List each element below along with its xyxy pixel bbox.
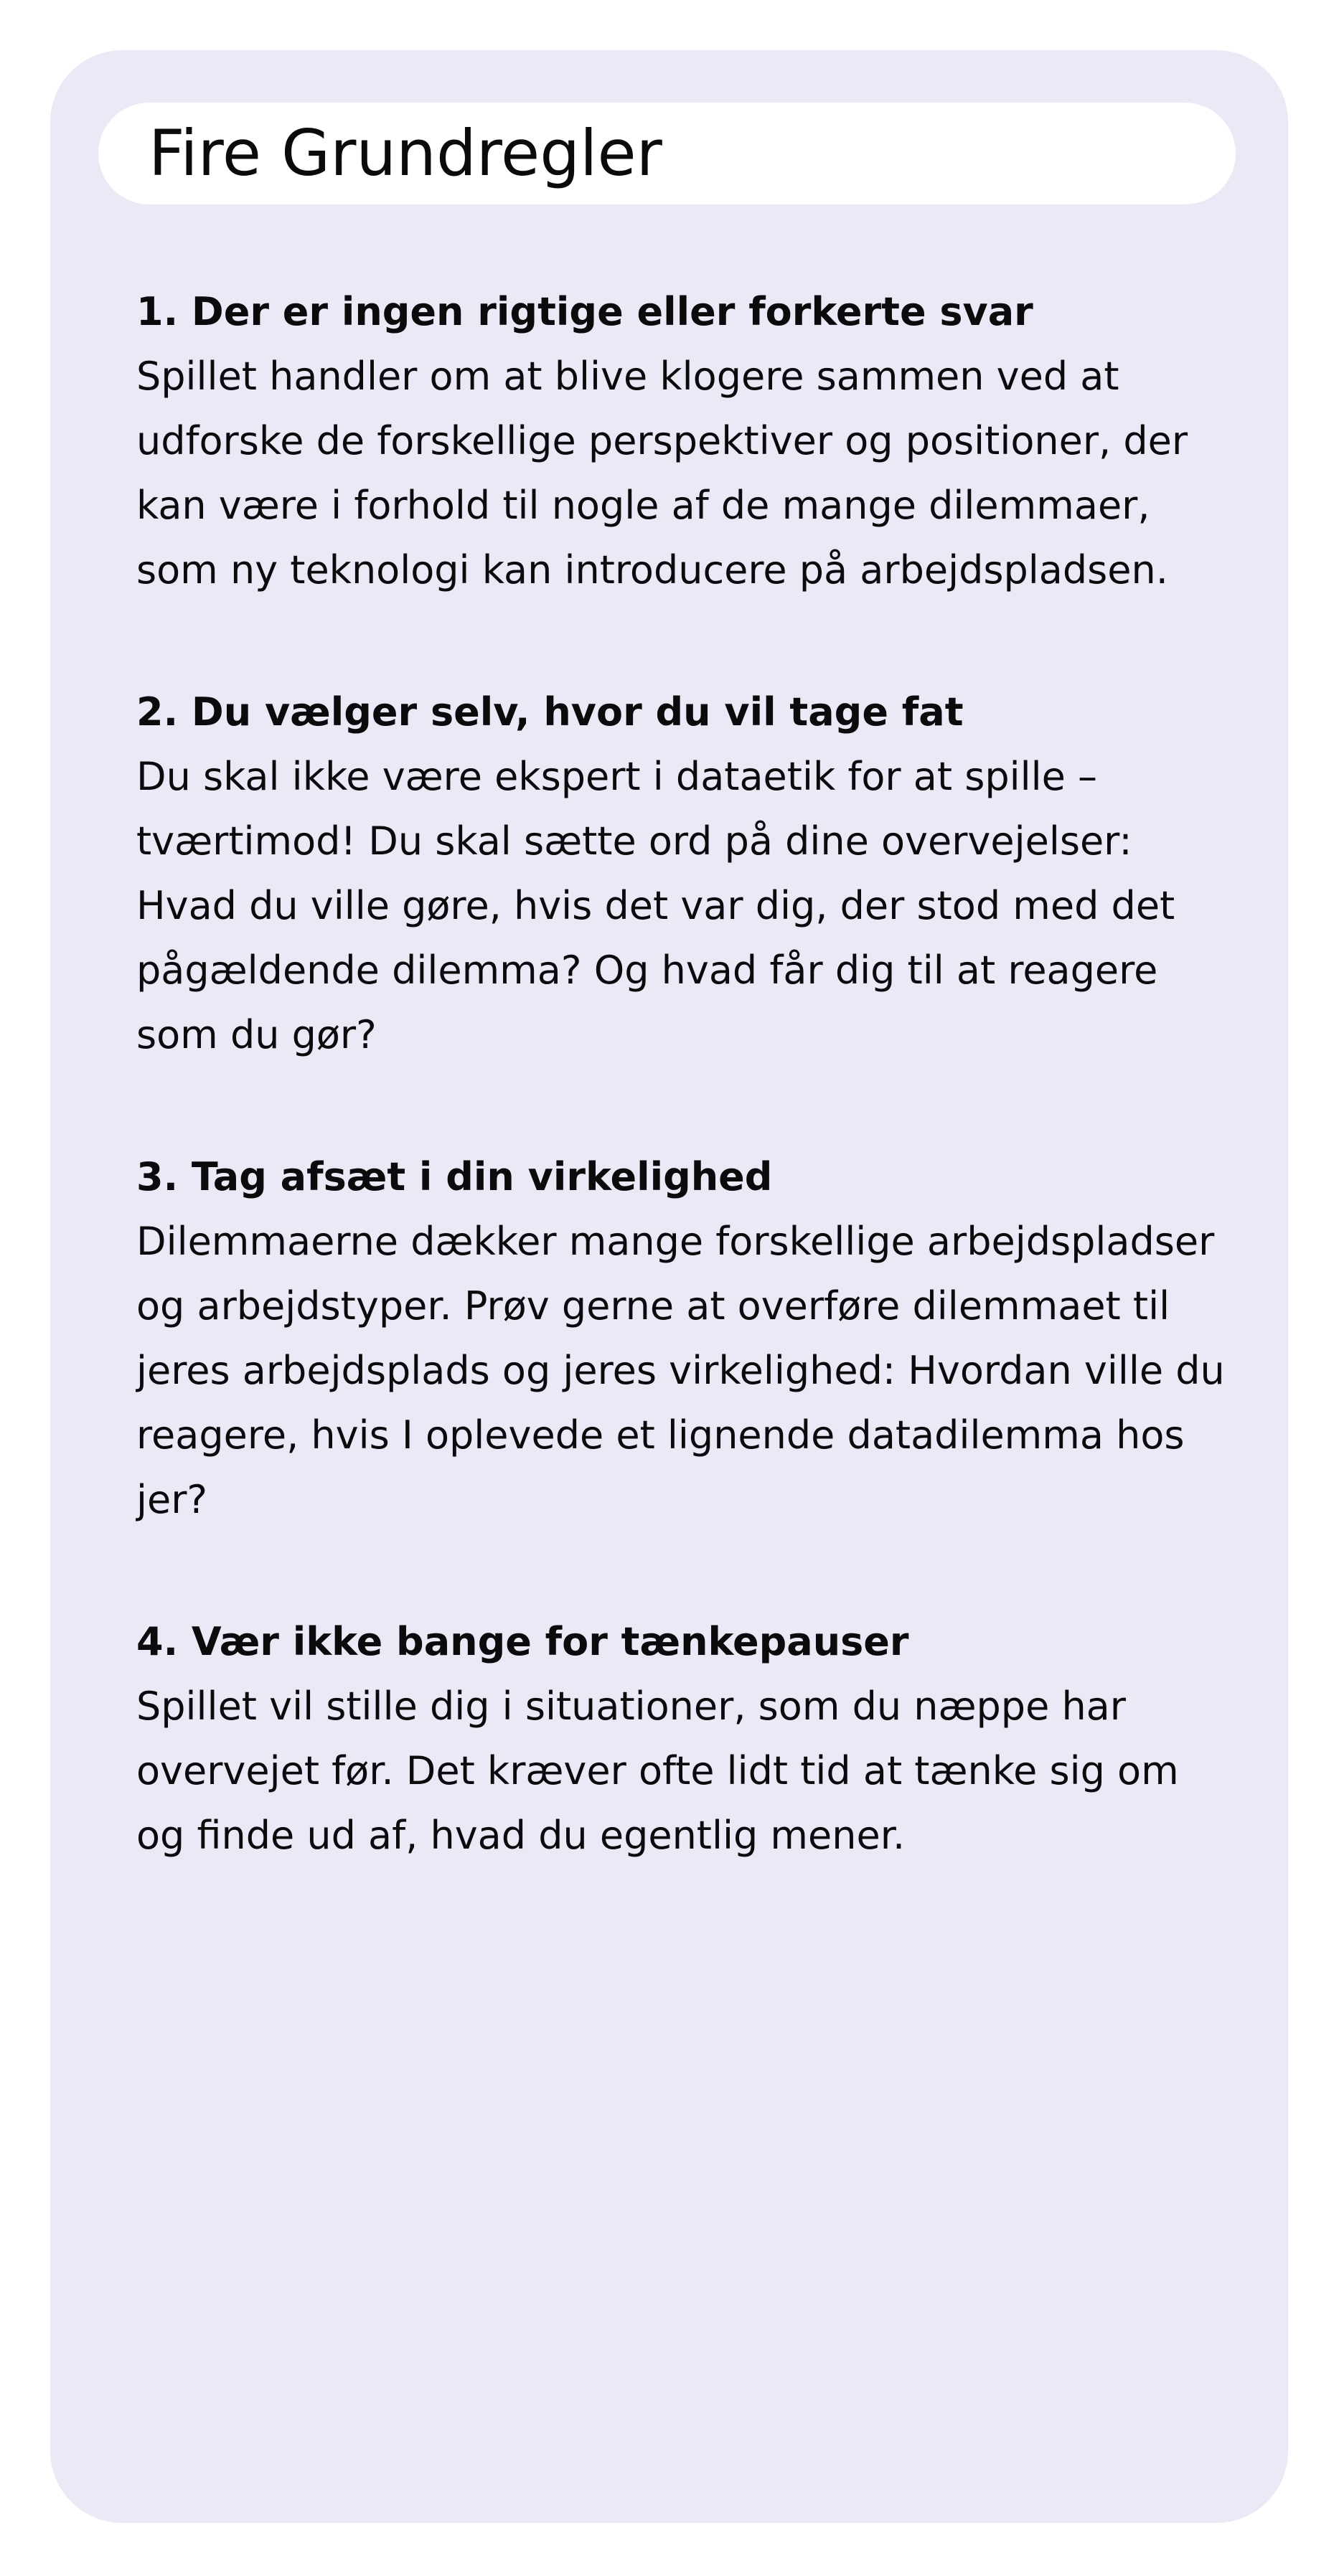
rule-section-2: [136, 680, 1234, 1067]
rule-section-1: [136, 280, 1234, 603]
rule-body-4: Spillet vil stille dig i situationer, som du næppe har overvejet før. Det kræver ofte lidt tid at tænke sig om og finde ud af, hvad du egentlig mener.: [136, 1684, 1179, 1858]
rule-body-2: Du skal ikke være ekspert i dataetik for at spille – tværtimod! Du skal sætte ord på dine overvejelser: Hvad du ville gøre, hvis det var dig, der stod med det pågældende dilemma? Og hvad får dig til at reagere som du gør?: [136, 754, 1175, 1057]
rule-heading-4: 4. Vær ikke bange for tænkepauser: [136, 1619, 909, 1664]
rule-section-4: [136, 1610, 1234, 1868]
rule-heading-1: 1. Der er ingen rigtige eller forkerte svar: [136, 289, 1033, 334]
rule-body-3: Dilemmaerne dækker mange forskellige arbejdspladser og arbejdstyper. Prøv gerne at overføre dilemmaet til jeres arbejdsplads og jeres virkelighed: Hvordan ville du reagere, hvis I oplevede et lignende datadilemma hos jer?: [136, 1219, 1225, 1522]
rule-section-3: [136, 1145, 1234, 1532]
rule-heading-3: 3. Tag afsæt i din virkelighed: [136, 1154, 773, 1199]
rules-content: [136, 280, 1234, 1945]
rule-heading-2: 2. Du vælger selv, hvor du vil tage fat: [136, 689, 964, 735]
card-title-pill: [98, 103, 1236, 204]
rules-card: [50, 50, 1288, 2523]
card-title: Fire Grundregler: [149, 116, 662, 190]
rule-body-1: Spillet handler om at blive klogere sammen ved at udforske de forskellige perspektiver og positioner, der kan være i forhold til nogle af de mange dilemmaer, som ny teknologi kan introducere på arbejdspladsen.: [136, 354, 1188, 593]
